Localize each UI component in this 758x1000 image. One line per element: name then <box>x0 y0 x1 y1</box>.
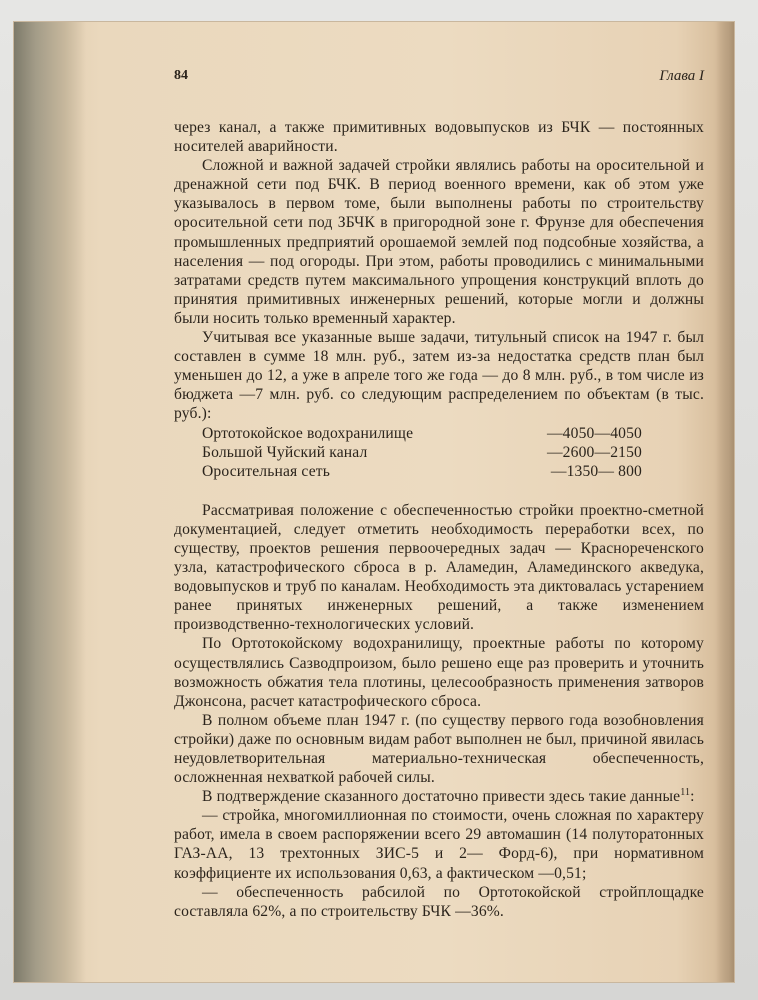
table-cell-object: Оросительная сеть <box>202 462 330 480</box>
table-row <box>202 424 642 443</box>
paragraph-data-intro <box>174 787 704 806</box>
chapter-title: Глава I <box>659 68 704 84</box>
page-number: 84 <box>174 68 188 83</box>
paragraph: Рассматривая положение с обеспеченностью стройки проектно-сметной документацией, следует отметить необходимость переработки всех, по существу, проектов решения первоочередных задач — Краснореченского узла, катастрофического сброса в р. Аламедин, Аламединского акведука, водовыпусков и труб по каналам. Необходимость эта диктовалась устарением ранее принятых инженерных решений, а также изменением производственно-технологических условий. <box>174 501 704 634</box>
data-intro-colon: : <box>690 788 695 806</box>
page-edge <box>716 22 734 982</box>
running-header <box>174 66 704 88</box>
bullet-item: — обеспеченность рабсилой по Ортотокойской стройплощадке составляла 62%, а по строительству БЧК —36%. <box>174 883 704 920</box>
table-cell-values: —4050—4050 <box>546 424 642 442</box>
table-cell-values: —1350— 800 <box>550 462 642 480</box>
book-spine-shadow <box>14 22 86 982</box>
table-cell-values: —2600—2150 <box>546 443 642 461</box>
bullet-item: — стройка, многомиллионная по стоимости, очень сложная по характеру работ, имела в своем распоряжении всего 29 автомашин (14 полуторатонных ГАЗ-АА, 13 трехтонных ЗИС-5 и 2— Форд-6), при нормативном коэффициенте их использования 0,63, а фактическом —0,51; <box>174 807 704 882</box>
paragraph: Сложной и важной задачей стройки являлись работы на оросительной и дренажной сети под БЧК. В период военного времени, как об этом уже указывалось в первом томе, были выполнены работы по строительству оросительной сети под ЗБЧК в пригородной зоне г. Фрунзе для обеспечения промышленных предприятий орошаемой землей под подсобные хозяйства, а населения — под огороды. При этом, работы проводились с минимальными затратами средств путем максимального упрощения конструкций вплоть до принятия примитивных инженерных решений, которые могли и должны были носить только временный характер. <box>174 157 704 327</box>
table-cell-object: Ортотокойское водохранилище <box>202 424 414 442</box>
spacer <box>174 481 704 501</box>
body-text <box>174 118 704 921</box>
budget-table <box>202 424 642 481</box>
table-row <box>202 443 642 462</box>
paragraph: По Ортотокойскому водохранилищу, проектные работы по которому осуществлялись Сазводпроизом, было решено еще раз проверить и уточнить возможность обжатия тела плотины, целесообразность применения затворов Джонсона, расчет катастрофического сброса. <box>174 635 704 710</box>
paragraph: В полном объеме план 1947 г. (по существу первого года возобновления стройки) даже по основным видам работ выполнен не был, причиной явилась неудовлетворительная материально-техническая обеспеченность, осложненная нехваткой рабочей силы. <box>174 711 704 787</box>
table-row <box>202 462 642 481</box>
data-intro-text: В подтверждение сказанного достаточно привести здесь такие данные <box>202 788 681 806</box>
table-cell-object: Большой Чуйский канал <box>202 443 368 461</box>
paragraph: через канал, а также примитивных водовыпусков из БЧК — постоянных носителей аварийности. <box>174 119 704 156</box>
footnote-reference: 11 <box>680 787 691 798</box>
paragraph: Учитывая все указанные выше задачи, титульный список на 1947 г. был составлен в сумме 18 млн. руб., затем из-за недостатка средств план был уменьшен до 12, а уже в апреле того же года — до 8 млн. руб., в том числе из бюджета —7 млн. руб. со следующим распределением по объектам (в тыс. руб.): <box>174 329 704 423</box>
